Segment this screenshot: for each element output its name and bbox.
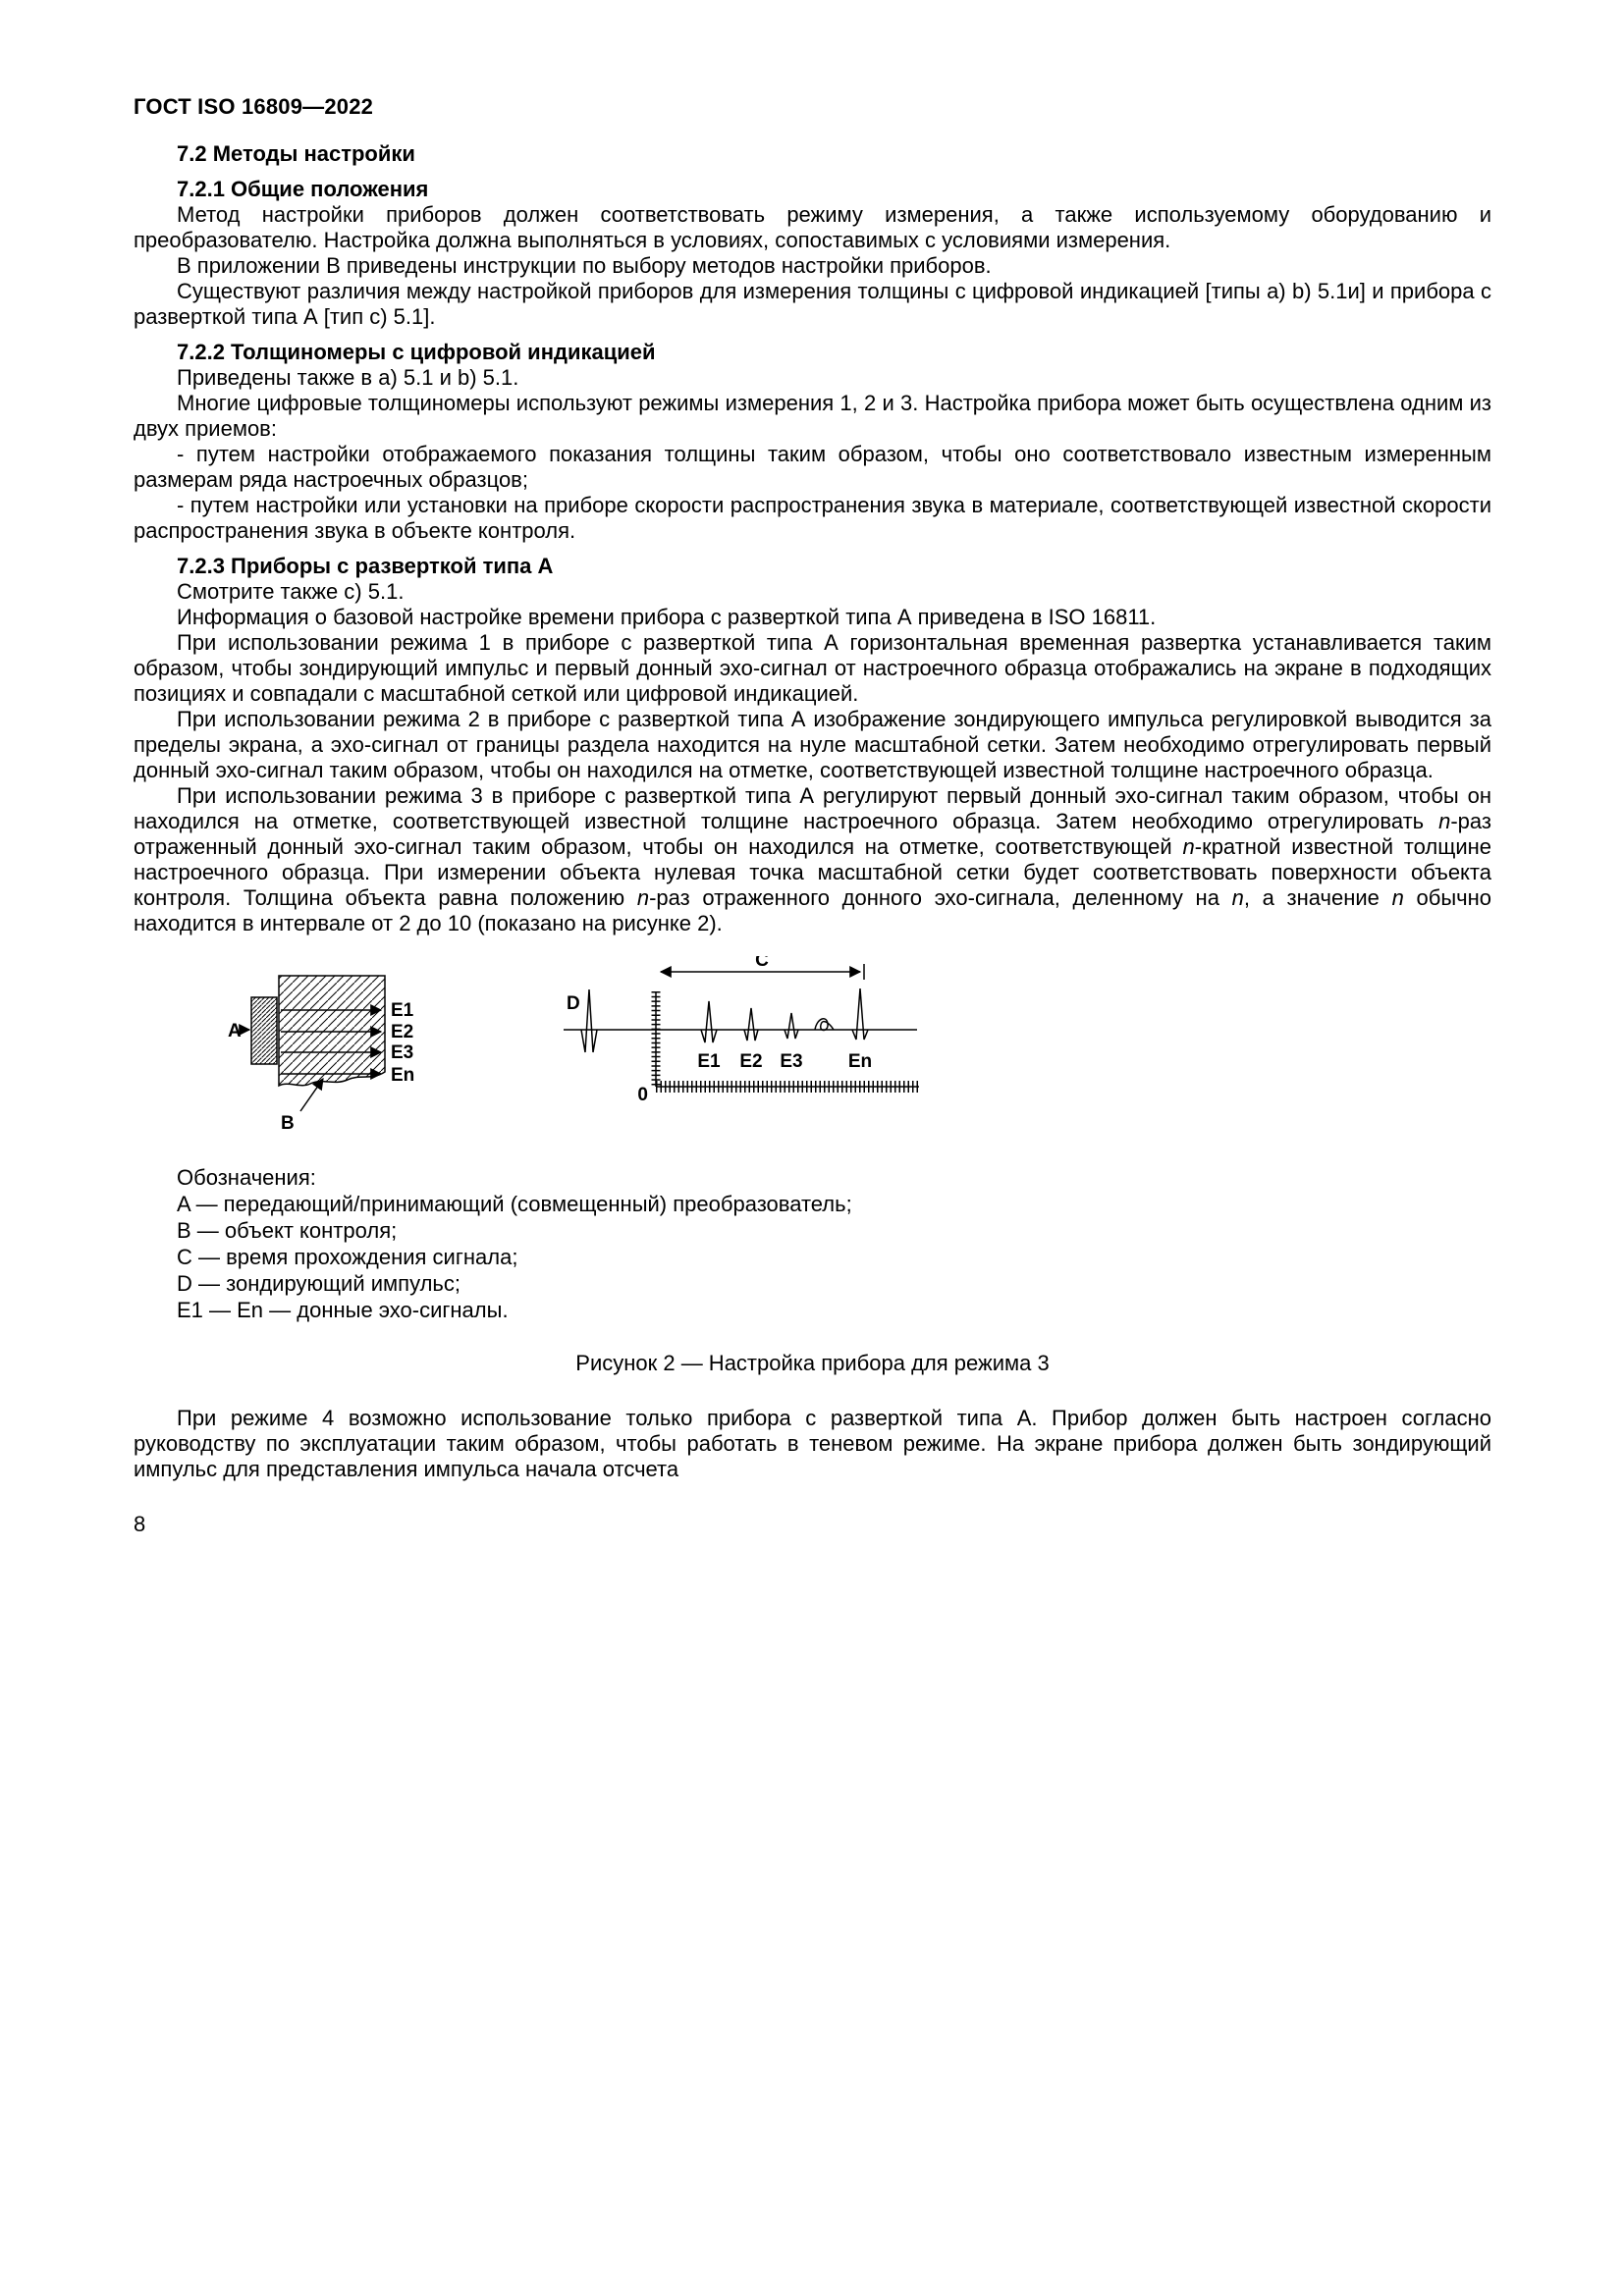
section-heading: 7.2 Методы настройки [177,141,415,166]
section-heading: 7.2.2 Толщиномеры с цифровой индикацией [177,340,656,364]
echo-e3-waveform [785,1013,798,1039]
label-b: B [281,1113,295,1134]
omitted-echoes-squiggle [815,1019,834,1031]
transducer-shape [251,997,277,1064]
document-body-continued [134,1406,1491,1482]
document-body [134,141,1491,936]
legend-item-d: D — зондирующий импульс; [177,1271,460,1296]
paragraph: При использовании режима 1 в приборе с разверткой типа А горизонтальная временная развертка устанавливается таким образом, чтобы зондирующий импульс и первый донный эхо-сигнал от настроечного образца отображались на экране в подходящих позициях и совпадали с масштабной сеткой или цифровой индикацией. [134,630,1491,706]
label-a: A [228,1021,242,1041]
probe-pulse-waveform [581,989,597,1052]
paragraph: Метод настройки приборов должен соответствовать режиму измерения, а также используемому оборудованию и преобразователю. Настройка должна выполняться в условиях, сопоставимых с условиями измерения. [134,202,1491,252]
paragraph: - путем настройки отображаемого показания толщины таким образом, чтобы оно соответствовало известным измеренным размерам ряда настроечных образцов; [134,442,1491,492]
legend-item-b: B — объект контроля; [177,1218,398,1243]
label-c: C [755,956,769,971]
paragraph: При использовании режима 2 в приборе с разверткой типа А изображение зондирующего импульса регулировкой выводится за пределы экрана, а эхо-сигнал от границы раздела находится на нуле масштабной сетки. Затем необходимо отрегулировать первый донный эхо-сигнал таким образом, чтобы он находился на отметке, соответствующей известной толщине настроечного образца. [134,707,1491,782]
paragraph: При использовании режима 3 в приборе с разверткой типа А регулируют первый донный эхо-сигнал таким образом, чтобы он находился на отметке, соответствующей известной толщине настроечного образца. Затем необходимо отрегулировать n-раз отраженный донный эхо-сигнал таким образом, чтобы он находился на отметке, соответствующей n-кратной известной толщине настроечного образца. При измерении объекта нулевая точка масштабной сетки будет соответствовать поверхности объекта контроля. Толщина объекта равна положению n-раз отраженного донного эхо-сигнала, деленному на n, а значение n обычно находится в интервале от 2 до 10 (показано на рисунке 2). [134,783,1492,935]
paragraph: При режиме 4 возможно использование только прибора с разверткой типа А. Прибор должен быть настроен согласно руководству по эксплуатации таким образом, чтобы работать в теневом режиме. На экране прибора должен быть зондирующий импульс для представления импульса начала отсчета [134,1406,1491,1481]
label-e2-right: E2 [739,1051,763,1072]
test-object-shape [279,976,385,1086]
label-e3-right: E3 [780,1051,803,1072]
label-e1: E1 [391,1000,414,1021]
section-heading: 7.2.1 Общие положения [177,177,429,201]
legend-title: Обозначения: [177,1165,316,1190]
figure-caption: Рисунок 2 — Настройка прибора для режима 3 [575,1351,1050,1375]
page-number: 8 [134,1512,146,1536]
section-heading: 7.2.3 Приборы с разверткой типа А [177,554,554,578]
a-scan-diagram [564,956,919,1105]
legend-item-e: E1 — En — донные эхо-сигналы. [177,1298,509,1322]
label-zero: 0 [637,1085,648,1105]
echo-en-waveform [852,988,868,1040]
test-object-diagram [228,976,414,1134]
mode3-calibration-diagram [222,956,929,1152]
paragraph: - путем настройки или установки на приборе скорости распространения звука в материале, соответствующей известной скорости распространения звука в объекте контроля. [134,493,1491,543]
label-e2: E2 [391,1022,414,1042]
echo-e2-waveform [744,1008,758,1041]
legend-item-c: C — время прохождения сигнала; [177,1245,518,1269]
figure-legend [134,1164,1491,1323]
paragraph: Многие цифровые толщиномеры используют режимы измерения 1, 2 и 3. Настройка прибора может быть осуществлена одним из двух приемов: [134,391,1491,441]
paragraph: Приведены также в a) 5.1 и b) 5.1. [177,365,519,390]
label-e3: E3 [391,1042,414,1063]
paragraph: Существуют различия между настройкой приборов для измерения толщины с цифровой индикацией [типы a) b) 5.1и] и прибора с разверткой типа А [тип c) 5.1]. [134,279,1491,329]
label-d: D [567,993,580,1014]
label-en-right: En [847,1051,873,1072]
echo-e1-waveform [701,1001,717,1042]
document-header: ГОСТ ISO 16809—2022 [134,94,374,119]
paragraph: Смотрите также c) 5.1. [177,579,405,604]
legend-item-a: A — передающий/принимающий (совмещенный) преобразователь; [177,1192,852,1216]
figure-2-diagram [222,956,929,1152]
content-area [134,94,1491,1537]
paragraph: Информация о базовой настройке времени прибора с разверткой типа А приведена в ISO 16811. [177,605,1157,629]
label-e1-right: E1 [697,1051,721,1072]
label-en: En [391,1065,415,1086]
paragraph: В приложении В приведены инструкции по выбору методов настройки приборов. [177,253,992,278]
